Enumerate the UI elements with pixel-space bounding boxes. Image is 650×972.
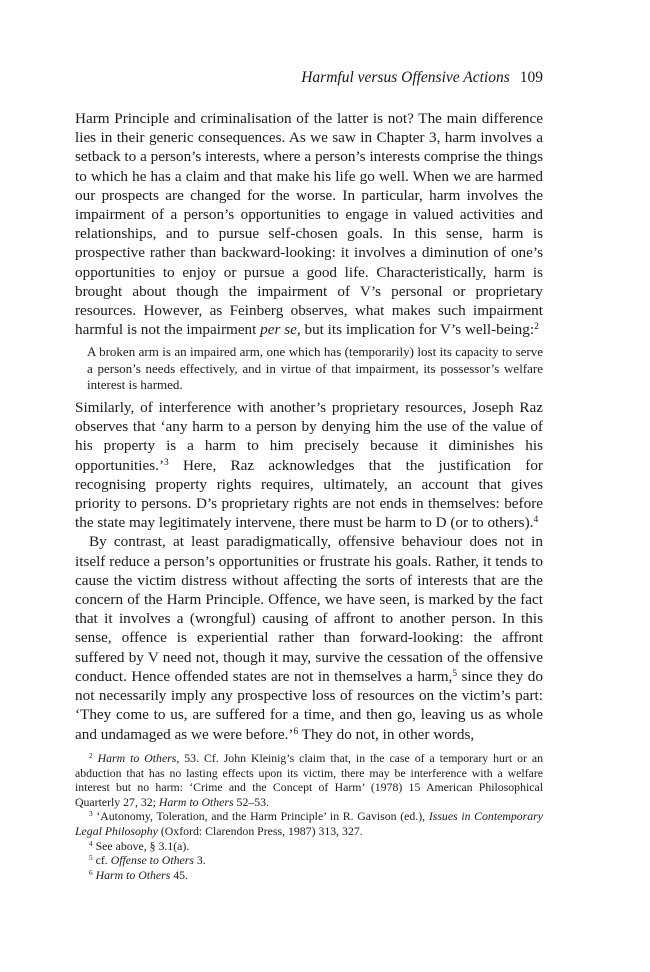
footnote-6 (75, 868, 543, 883)
paragraph-3-text-c: They do not, in other words, (298, 725, 475, 743)
footnote-ref-5: 5 (452, 668, 458, 679)
paragraph-2 (75, 398, 543, 532)
paragraph-1 (75, 109, 543, 339)
footnote-emphasis: Issues in Contemporary Legal Philosophy (75, 809, 543, 838)
footnote-text: (Oxford: Clarendon Press, 1987) 313, 327. (157, 823, 363, 838)
footnote-3 (75, 809, 543, 838)
paragraph-1-text-b: but its implication for V’s well-being: (300, 321, 535, 339)
footnote-number: 4 (89, 838, 93, 848)
footnote-text: , 53. Cf. John Kleinig’s claim that, in the case of a temporary hurt or an abduction that has no lasting effects upon its victim, there may be interference with a welfare interest but no harm: ‘Crime and the Concept of Harm’ (1978) 15 American Philosophical Quarterly 27, 32; (75, 751, 544, 809)
paragraph-1-text-a: Harm Principle and criminalisation of the latter is not? The main difference lies in their generic consequences. As we saw in Chapter 3, harm involves a setback to a person’s interests, where a person’s interests comprise the things to which he has a claim and that make his life go well. When we are harmed our prospects are changed for the worse. In particular, harm involves the impairment of a person’s opportunities to engage in valued activities and relationships, and to pursue self-chosen goals. In this sense, harm is prospective rather than backward-looking: it involves a diminution of one’s opportunities to enjoy or pursue a good life. Characteristically, harm is brought about though the impairment of V’s personal or proprietary resources. However, as Feinberg observes, what makes such impairment harmful is not the impairment (75, 110, 543, 339)
footnote-4 (75, 839, 543, 854)
paragraph-1-emphasis: per se, (260, 321, 301, 339)
footnote-text: 45. (170, 867, 189, 882)
paragraph-2-text-b: Here, Raz acknowledges that the justification for recognising property rights requires, ultimately, an account that gives priority to persons. D’s proprietary rights are not ends in themselves: before the state may legitimately intervene, there must be harm to D (or to others). (75, 456, 543, 532)
footnotes (75, 751, 543, 882)
block-quote: A broken arm is an impaired arm, one which has (temporarily) lost its capacity to serve a person’s needs effectively, and in virtue of that impairment, its possessor’s welfare interest is harmed. (87, 344, 543, 392)
footnote-text: See above, § 3.1(a). (95, 838, 190, 853)
footnote-number: 6 (89, 867, 93, 877)
footnote-emphasis: Harm to Others (97, 751, 177, 765)
footnote-text: 3. (193, 853, 206, 868)
footnote-number: 2 (89, 750, 93, 760)
footnote-ref-3: 3 (164, 457, 169, 468)
footnote-ref-4: 4 (533, 515, 539, 526)
footnote-text: cf. (95, 853, 111, 868)
footnote-emphasis: Harm to Others (95, 867, 171, 882)
paragraph-3-text-b: since they do not necessarily imply any prospective loss of resources on the victim’s part: ‘They come to us, are suffered for a time, and then go, leaving us as whole and undamaged as we were before.’ (75, 667, 543, 743)
footnote-5 (75, 853, 543, 868)
paragraph-3 (75, 532, 543, 743)
footnote-emphasis: Offense to Others (110, 853, 194, 868)
body-text (75, 109, 543, 744)
footnote-ref-6: 6 (293, 726, 299, 737)
paragraph-3-text-a: By contrast, at least paradigmatically, offensive behaviour does not in itself reduce a person’s opportunities or frustrate his goals. Rather, it tends to cause the victim distress without affecting the sorts of interests that are the concern of the Harm Principle. Offence, we have seen, is marked by the fact that it involves a (wrongful) causing of affront to another person. In this sense, offence is experiential rather than forward-looking: the affront suffered by V need not, though it may, survive the cessation of the offensive conduct. Hence offended states are not in themselves a harm, (75, 533, 543, 685)
footnote-text: ‘Autonomy, Toleration, and the Harm Principle’ in R. Gavison (ed.), (96, 809, 429, 824)
page-number: 109 (519, 69, 543, 86)
footnote-text: 52–53. (233, 794, 269, 809)
running-header (75, 69, 543, 87)
footnote-number: 5 (89, 853, 93, 863)
paragraph-2-text-a: Similarly, of interference with another’s proprietary resources, Joseph Raz observes that ‘any harm to a person by denying him the use of the value of his property is a harm to him precisely because it diminishes his opportunities.’ (75, 399, 543, 474)
footnote-emphasis: Harm to Others (158, 794, 234, 809)
footnote-number: 3 (89, 809, 93, 819)
running-title: Harmful versus Offensive Actions (301, 69, 510, 86)
footnote-2 (75, 751, 543, 809)
footnote-ref-2: 2 (534, 322, 539, 333)
